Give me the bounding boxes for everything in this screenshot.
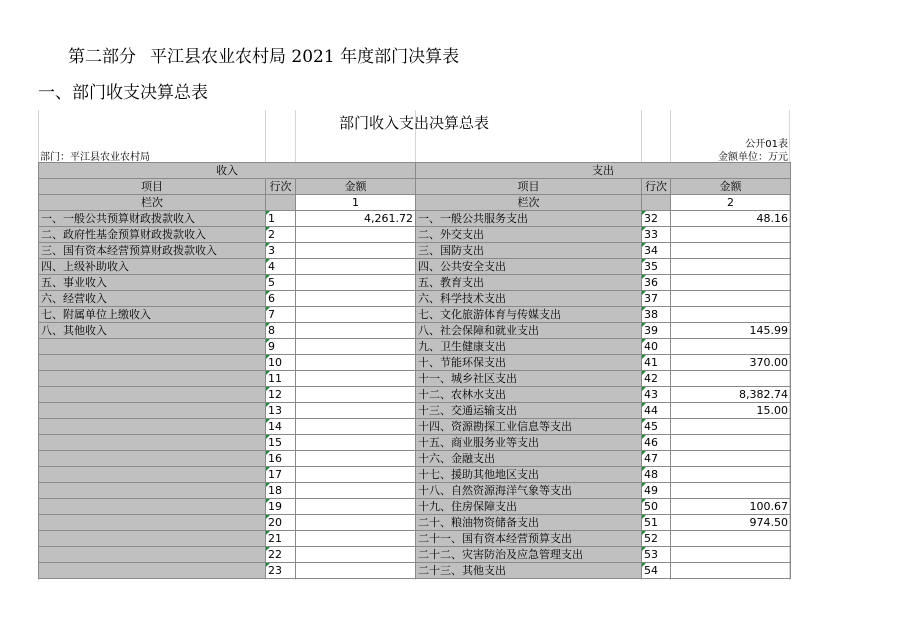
income-item-cell [39,483,266,499]
expense-item-cell: 十四、资源勘探工业信息等支出 [416,419,642,435]
income-item-cell: 一、一般公共预算财政拨款收入 [39,211,266,227]
expense-row-no-cell: 53 [642,547,671,563]
expense-amount-cell [671,371,791,387]
expense-row-no-cell: 51 [642,515,671,531]
expense-amount-cell [671,547,791,563]
income-amount-header: 金额 [296,179,416,195]
expense-amount-header: 金额 [671,179,791,195]
budget-table [38,162,791,579]
expense-col-no-blank [642,195,671,211]
income-row-no-cell: 23 [266,563,296,579]
expense-amount-cell [671,227,791,243]
income-amount-cell [296,243,416,259]
expense-amount-cell [671,291,791,307]
income-header: 收入 [39,163,416,179]
expense-item-cell: 十九、住房保障支出 [416,499,642,515]
table-row [39,243,791,259]
income-row-no-cell: 4 [266,259,296,275]
part-label: 第二部分 [68,47,136,67]
expense-amount-cell [671,259,791,275]
income-row-no-cell: 3 [266,243,296,259]
income-amount-cell [296,387,416,403]
expense-row-no-cell: 37 [642,291,671,307]
income-amount-cell [296,483,416,499]
table-title: 部门收入支出决算总表 [338,114,489,132]
table-row [39,403,791,419]
income-amount-cell [296,355,416,371]
expense-col-number: 2 [671,195,791,211]
header-row-column-numbers [39,195,791,211]
income-amount-cell [296,547,416,563]
income-amount-cell [296,403,416,419]
income-row-no-cell: 7 [266,307,296,323]
expense-amount-cell: 145.99 [671,323,791,339]
table-row [39,371,791,387]
income-item-cell [39,403,266,419]
income-amount-cell [296,435,416,451]
table-row [39,499,791,515]
expense-row-no-cell: 48 [642,467,671,483]
spreadsheet-area [38,110,790,580]
table-row [39,275,791,291]
expense-item-cell: 十、节能环保支出 [416,355,642,371]
table-row [39,259,791,275]
table-row [39,307,791,323]
expense-row-no-cell: 40 [642,339,671,355]
expense-row-no-cell: 32 [642,211,671,227]
table-row [39,355,791,371]
table-row [39,435,791,451]
expense-col-no-label: 栏次 [416,195,642,211]
expense-item-header: 项目 [416,179,642,195]
expense-item-cell: 二十二、灾害防治及应急管理支出 [416,547,642,563]
expense-amount-cell [671,483,791,499]
expense-amount-cell [671,563,791,579]
income-col-no-blank [266,195,296,211]
expense-item-cell: 一、一般公共服务支出 [416,211,642,227]
expense-row-no-cell: 44 [642,403,671,419]
income-amount-cell [296,451,416,467]
section-title: 一、部门收支决算总表 [38,83,208,103]
table-row [39,515,791,531]
expense-row-no-cell: 50 [642,499,671,515]
income-row-no-cell: 2 [266,227,296,243]
income-col-no-label: 栏次 [39,195,266,211]
table-row [39,291,791,307]
income-item-cell [39,339,266,355]
table-row [39,467,791,483]
expense-row-no-cell: 34 [642,243,671,259]
header-row-sections [39,163,791,179]
expense-header: 支出 [416,163,791,179]
income-row-no-cell: 11 [266,371,296,387]
income-item-cell [39,563,266,579]
expense-item-cell: 二十、粮油物资储备支出 [416,515,642,531]
expense-amount-cell [671,435,791,451]
income-amount-cell [296,467,416,483]
income-row-no-cell: 22 [266,547,296,563]
document-title [68,42,473,67]
income-row-no-cell: 1 [266,211,296,227]
income-amount-cell [296,259,416,275]
income-row-no-cell: 19 [266,499,296,515]
table-row [39,483,791,499]
expense-item-cell: 二、外交支出 [416,227,642,243]
expense-item-cell: 十三、交通运输支出 [416,403,642,419]
expense-amount-cell: 48.16 [671,211,791,227]
income-row-no-cell: 14 [266,419,296,435]
income-amount-cell [296,323,416,339]
income-amount-cell [296,339,416,355]
table-row [39,563,791,579]
expense-row-no-cell: 41 [642,355,671,371]
income-row-no-cell: 20 [266,515,296,531]
expense-row-no-cell: 38 [642,307,671,323]
income-item-cell: 八、其他收入 [39,323,266,339]
income-amount-cell [296,307,416,323]
income-amount-cell [296,499,416,515]
income-item-cell [39,499,266,515]
income-amount-cell [296,563,416,579]
expense-amount-cell: 100.67 [671,499,791,515]
title-text: 平江县农业农村局 2021 年度部门决算表 [150,47,460,67]
table-row [39,419,791,435]
expense-row-no-cell: 52 [642,531,671,547]
expense-amount-cell [671,339,791,355]
expense-amount-cell [671,419,791,435]
income-item-cell [39,355,266,371]
expense-amount-cell: 974.50 [671,515,791,531]
income-item-cell [39,547,266,563]
expense-item-cell: 四、公共安全支出 [416,259,642,275]
income-row-no-cell: 6 [266,291,296,307]
expense-row-no-cell: 35 [642,259,671,275]
income-row-no-cell: 17 [266,467,296,483]
income-row-no-cell: 18 [266,483,296,499]
department-label: 部门：平江县农业农村局 [40,152,150,163]
income-row-no-cell: 21 [266,531,296,547]
income-amount-cell [296,371,416,387]
expense-amount-cell: 8,382.74 [671,387,791,403]
table-row [39,323,791,339]
expense-item-cell: 九、卫生健康支出 [416,339,642,355]
table-row [39,339,791,355]
income-item-cell: 五、事业收入 [39,275,266,291]
income-row-no-cell: 15 [266,435,296,451]
income-col-number: 1 [296,195,416,211]
income-item-cell [39,419,266,435]
expense-row-no-cell: 36 [642,275,671,291]
table-row [39,211,791,227]
expense-amount-cell [671,451,791,467]
header-row-columns [39,179,791,195]
expense-item-cell: 三、国防支出 [416,243,642,259]
income-amount-cell [296,419,416,435]
expense-item-cell: 八、社会保障和就业支出 [416,323,642,339]
expense-row-no-cell: 43 [642,387,671,403]
expense-amount-cell: 15.00 [671,403,791,419]
income-amount-cell [296,227,416,243]
expense-item-cell: 六、科学技术支出 [416,291,642,307]
expense-amount-cell [671,467,791,483]
expense-row-no-header: 行次 [642,179,671,195]
income-row-no-cell: 10 [266,355,296,371]
expense-row-no-cell: 49 [642,483,671,499]
income-item-cell [39,467,266,483]
expense-item-cell: 二十一、国有资本经营预算支出 [416,531,642,547]
income-row-no-cell: 5 [266,275,296,291]
form-number: 公开01表 [745,139,788,150]
income-row-no-header: 行次 [266,179,296,195]
income-amount-cell [296,275,416,291]
expense-item-cell: 二十三、其他支出 [416,563,642,579]
expense-amount-cell [671,275,791,291]
expense-amount-cell [671,307,791,323]
income-row-no-cell: 8 [266,323,296,339]
income-item-cell: 四、上级补助收入 [39,259,266,275]
income-row-no-cell: 12 [266,387,296,403]
income-item-cell [39,515,266,531]
income-item-cell [39,435,266,451]
income-item-cell: 六、经营收入 [39,291,266,307]
table-row [39,547,791,563]
expense-row-no-cell: 45 [642,419,671,435]
income-item-cell: 七、附属单位上缴收入 [39,307,266,323]
table-row [39,227,791,243]
expense-row-no-cell: 54 [642,563,671,579]
table-row [39,387,791,403]
table-row [39,531,791,547]
income-amount-cell [296,515,416,531]
expense-item-cell: 十一、城乡社区支出 [416,371,642,387]
income-item-cell [39,387,266,403]
expense-row-no-cell: 42 [642,371,671,387]
expense-row-no-cell: 39 [642,323,671,339]
income-amount-cell: 4,261.72 [296,211,416,227]
income-item-cell [39,451,266,467]
income-item-cell [39,531,266,547]
table-row [39,451,791,467]
income-row-no-cell: 13 [266,403,296,419]
income-item-cell: 二、政府性基金预算财政拨款收入 [39,227,266,243]
expense-amount-cell [671,243,791,259]
income-item-cell [39,371,266,387]
income-amount-cell [296,531,416,547]
expense-item-cell: 十八、自然资源海洋气象等支出 [416,483,642,499]
expense-amount-cell: 370.00 [671,355,791,371]
income-row-no-cell: 16 [266,451,296,467]
unit-label: 金额单位：万元 [718,152,788,163]
expense-item-cell: 十二、农林水支出 [416,387,642,403]
expense-row-no-cell: 46 [642,435,671,451]
income-item-cell: 三、国有资本经营预算财政拨款收入 [39,243,266,259]
expense-item-cell: 七、文化旅游体育与传媒支出 [416,307,642,323]
expense-item-cell: 五、教育支出 [416,275,642,291]
expense-item-cell: 十七、援助其他地区支出 [416,467,642,483]
income-item-header: 项目 [39,179,266,195]
expense-amount-cell [671,531,791,547]
expense-item-cell: 十六、金融支出 [416,451,642,467]
income-amount-cell [296,291,416,307]
income-row-no-cell: 9 [266,339,296,355]
expense-row-no-cell: 33 [642,227,671,243]
expense-row-no-cell: 47 [642,451,671,467]
expense-item-cell: 十五、商业服务业等支出 [416,435,642,451]
